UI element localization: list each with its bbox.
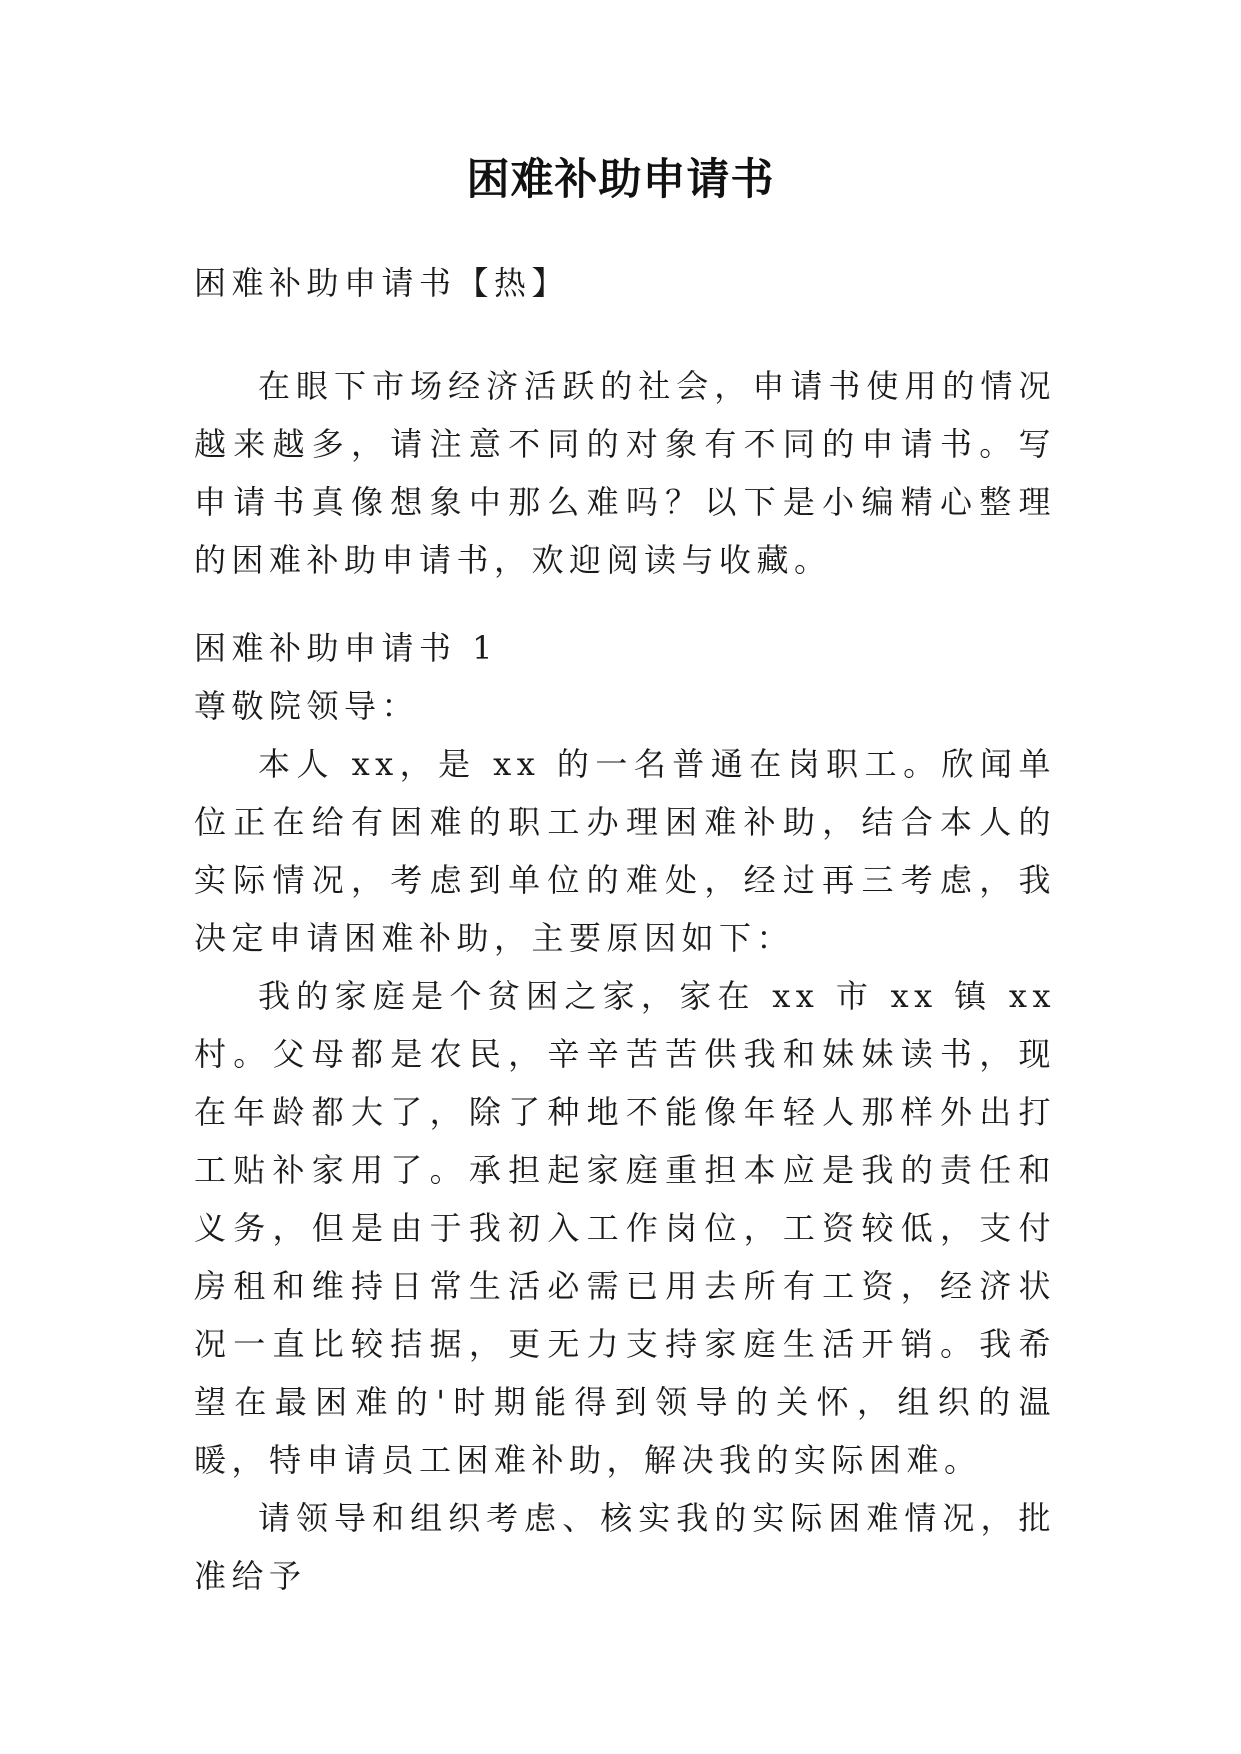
body-paragraph-1: 本人 xx，是 xx 的一名普通在岗职工。欣闻单位正在给有困难的职工办理困难补助，结合本人的实际情况，考虑到单位的难处，经过再三考虑，我决定申请困难补助，主要原因如下： xyxy=(194,745,1056,957)
document-subtitle: 困难补助申请书【热】 xyxy=(194,264,570,302)
subtitle-block xyxy=(194,254,1056,312)
letter-block xyxy=(194,619,1056,1605)
salutation: 尊敬院领导： xyxy=(194,687,420,725)
body-paragraph-2: 我的家庭是个贫困之家，家在 xx 市 xx 镇 xx 村。父母都是农民，辛辛苦苦供我和妹妹读书，现在年龄都大了，除了种地不能像年轻人那样外出打工贴补家用了。承担起家庭重担本应是我的责任和义务，但是由于我初入工作岗位，工资较低，支付房租和维持日常生活必需已用去所有工资，经济状况一直比较拮据，更无力支持家庭生活开销。我希望在最困难的'时期能得到领导的关怀，组织的温暖，特申请员工困难补助，解决我的实际困难。 xyxy=(194,977,1056,1479)
body-paragraph-3: 请领导和组织考虑、核实我的实际困难情况，批准给予 xyxy=(194,1499,1056,1595)
section-heading: 困难补助申请书 1 xyxy=(194,629,499,667)
intro-paragraph: 在眼下市场经济活跃的社会，申请书使用的情况越来越多，请注意不同的对象有不同的申请书。写申请书真像想象中那么难吗？以下是小编精心整理的困难补助申请书，欢迎阅读与收藏。 xyxy=(194,367,1056,579)
document-title: 困难补助申请书 xyxy=(466,155,775,205)
intro-block xyxy=(194,357,1056,589)
